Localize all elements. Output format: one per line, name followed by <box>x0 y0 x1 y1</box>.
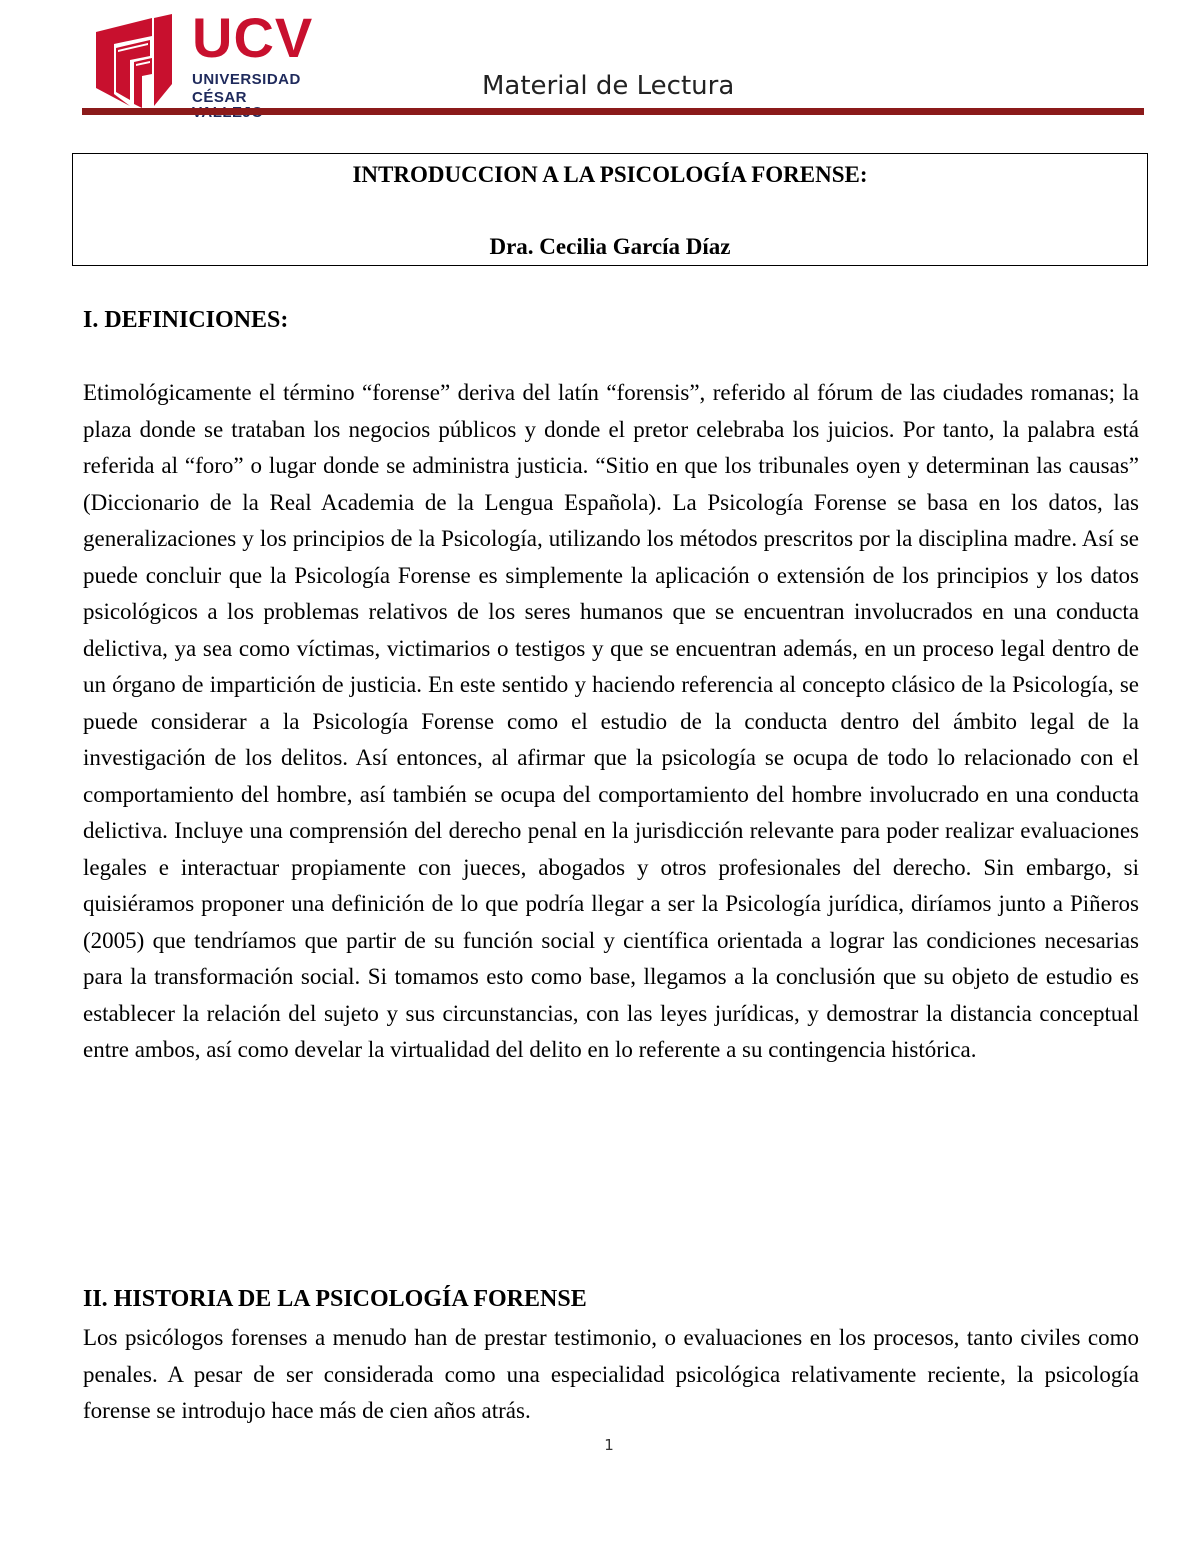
logo-brand-text: UCV <box>192 6 314 69</box>
ucv-logo <box>92 6 314 110</box>
logo-name-text: CÉSAR <box>192 89 248 106</box>
ucv-emblem-icon <box>92 14 188 110</box>
paragraph-text: Etimológicamente el término “forense” deriva del latín “forensis”, referido al fórum de las ciudades romanas; la plaza donde se trataban los negocios públicos y donde el pretor celebraba los juicios. Por tanto, la palabra está referida al “foro” o lugar donde se administra justicia. “Sitio en que los tribunales oyen y determinan las causas” (Diccionario de la Real Academia de la Lengua Española). La Psicología Forense se basa en los datos, las generalizaciones y los principios de la Psicología, utilizando los métodos prescritos por la disciplina madre. Así se puede concluir que la Psicología Forense es simplemente la aplicación o extensión de los principios y los datos psicológicos a los problemas relativos de los seres humanos que se encuentran involucrados en una conducta delictiva, ya sea como víctimas, victimarios o testigos y que se encuentran además, en un proceso legal dentro de un órgano de impartición de justicia. En este sentido y haciendo referencia al concepto clásico de la Psicología, se puede considerar a la Psicología Forense como el estudio de la conducta dentro del ámbito legal de la investigación de los delitos. Así entonces, al afirmar que la psicología se ocupa de todo lo relacionado con el comportamiento del hombre, así también se ocupa del comportamiento del hombre involucrado en una conducta delictiva. Incluye una comprensión del derecho penal en la jurisdicción relevante para poder realizar evaluaciones legales e interactuar propiamente con jueces, abogados y otros profesionales del derecho. Sin embargo, si quisiéramos proponer una definición de lo que podría llegar a ser la Psicología jurídica, diríamos junto a Piñeros (2005) que tendríamos que partir de su función social y científica orientada a lograr las condiciones necesarias para la transformación social. Si tomamos esto como base, llegamos a la conclusión que su objeto de estudio es establecer la relación del sujeto y sus circunstancias, con las leyes jurídicas, y demostrar la distancia conceptual entre ambos, así como develar la virtualidad del delito en lo referente a su contingencia histórica. <box>83 380 1139 1062</box>
title-box <box>72 153 1148 266</box>
document-title: INTRODUCCION A LA PSICOLOGÍA FORENSE: <box>352 162 868 187</box>
paragraph-text: Los psicólogos forenses a menudo han de prestar testimonio, o evaluaciones en los procesos, tanto civiles como penales. A pesar de ser considerada como una especialidad psicológica relativamente reciente, la psicología forense se introdujo hace más de cien años atrás. <box>83 1325 1139 1423</box>
section-heading-definiciones: I. DEFINICIONES: <box>83 307 289 333</box>
logo-university-text: UNIVERSIDAD <box>192 71 301 88</box>
header-divider <box>82 108 1144 115</box>
header-title: Material de Lectura <box>482 71 735 101</box>
section-heading-historia: II. HISTORIA DE LA PSICOLOGÍA FORENSE <box>83 1286 587 1312</box>
document-author: Dra. Cecilia García Díaz <box>489 234 731 259</box>
section-paragraph-historia <box>83 1320 1139 1430</box>
page-number: 1 <box>604 1436 614 1454</box>
section-paragraph-definiciones <box>83 375 1139 1069</box>
